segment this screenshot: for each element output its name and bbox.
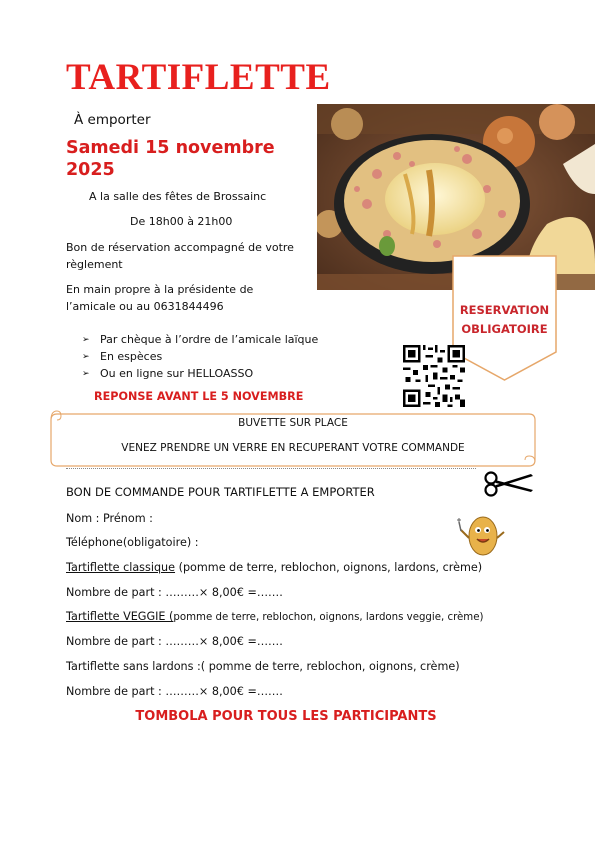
veggie-title: Tartiflette VEGGIE ( [66,610,174,623]
classic-desc: (pomme de terre, reblochon, oignons, lardons, crème) [175,561,483,574]
phone-label: Téléphone(obligatoire) : [66,536,199,549]
scissors-icon [483,470,535,498]
payment-method: Ou en ligne sur HELLOASSO [100,367,254,380]
qr-code-icon[interactable] [403,345,465,407]
arrow-bullet-icon: ➢ [82,351,90,362]
payment-method: Par chèque à l’ordre de l’amicale laïque [100,333,319,346]
location: A la salle des fêtes de Brossainc [89,190,267,203]
classic-title: Tartiflette classique [66,561,176,574]
deadline-text: REPONSE AVANT LE 5 NOVEMBRE [94,390,304,403]
cut-line [66,468,476,469]
subtitle: À emporter [74,112,151,128]
banner-line2: VENEZ PRENDRE UN VERRE EN RECUPERANT VOTRE COMMANDE [121,442,465,454]
classic-parts: Nombre de part : ………× 8,00€ =……. [66,586,283,599]
potato-mascot-icon [455,508,507,558]
tombola-text: TOMBOLA POUR TOUS LES PARTICIPANTS [135,709,437,724]
veggie-parts: Nombre de part : ………× 8,00€ =……. [66,635,283,648]
veggie-line [66,610,483,623]
arrow-bullet-icon: ➢ [82,368,90,379]
payment-methods-list [82,331,318,382]
classic-line [66,561,482,574]
list-item [82,348,318,365]
name-label: Nom : Prénom : [66,512,153,525]
page-title: TARTIFLETTE [66,57,331,98]
list-item [82,365,318,382]
reservation-badge [451,301,558,339]
reservation-note: Bon de réservation accompagné de votre règlement [66,241,294,271]
arrow-bullet-icon: ➢ [82,334,90,345]
nolardons-line: Tartiflette sans lardons :( pomme de terre, reblochon, oignons, crème) [66,660,460,673]
nolardons-parts: Nombre de part : ………× 8,00€ =……. [66,685,283,698]
hours: De 18h00 à 21h00 [130,215,233,228]
reservation-badge-line1: RESERVATION [459,303,550,317]
payment-method: En espèces [100,350,163,363]
hand-note: En main propre à la présidente de l’amicale ou au 0631844496 [66,283,254,313]
order-heading: BON DE COMMANDE POUR TARTIFLETTE A EMPORTER [66,485,375,499]
veggie-desc: pomme de terre, reblochon, oignons, lardons veggie, crème) [173,612,484,623]
banner-line1: BUVETTE SUR PLACE [238,417,348,429]
event-date: Samedi 15 novembre 2025 [66,138,275,180]
reservation-badge-line2: OBLIGATOIRE [461,322,548,336]
list-item [82,331,318,348]
